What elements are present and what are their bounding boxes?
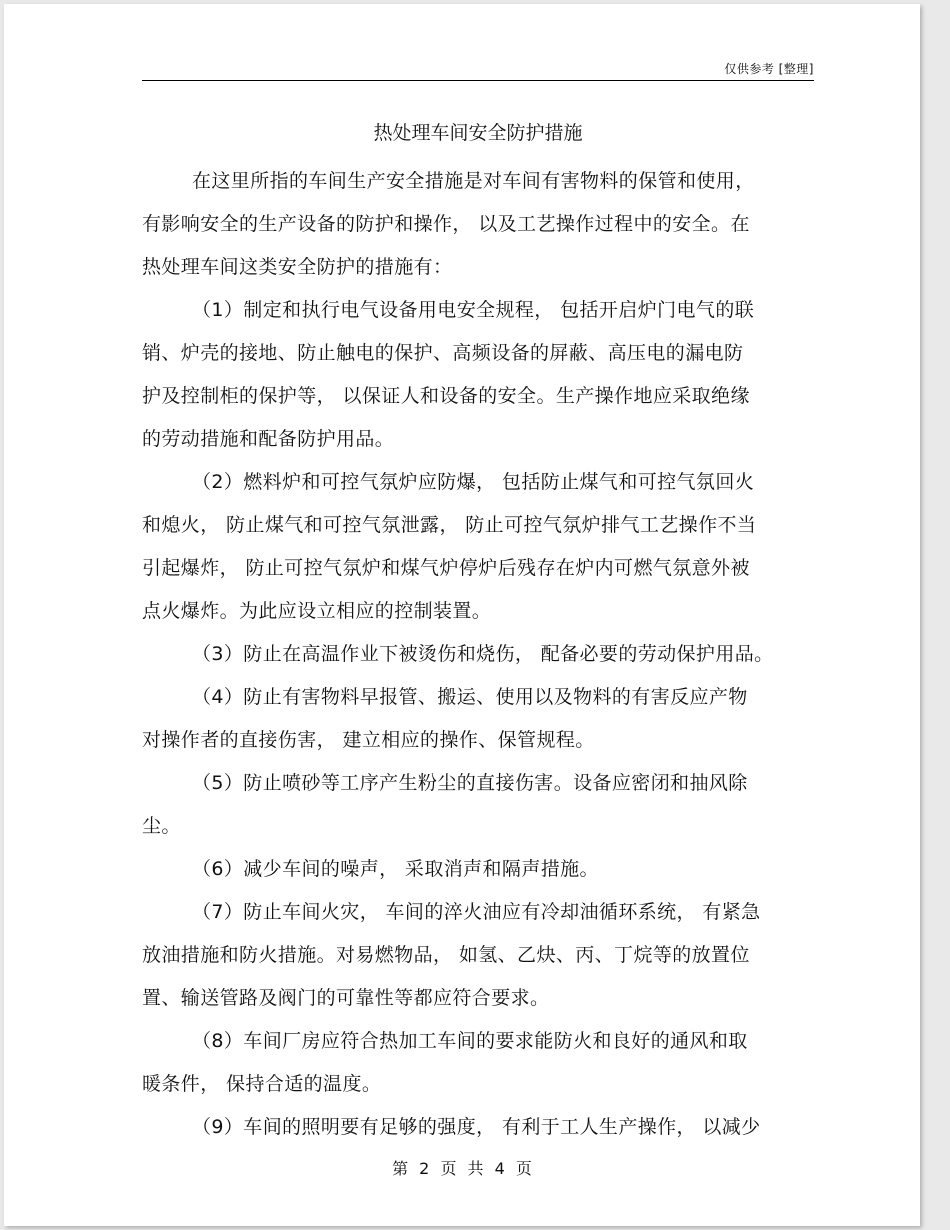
document-page [4,4,920,1226]
body-line: （3）防止在高温作业下被烫伤和烧伤， 配备必要的劳动保护用品。 [192,643,774,665]
body-line: （8）车间厂房应符合热加工车间的要求能防火和良好的通风和取 [192,1030,748,1052]
body-line: 放油措施和防火措施。对易燃物品， 如氢、乙炔、丙、丁烷等的放置位 [142,944,750,966]
body-line: 和熄火， 防止煤气和可控气氛泄露， 防止可控气氛炉排气工艺操作不当 [142,514,757,536]
body-line: 引起爆炸， 防止可控气氛炉和煤气炉停炉后残存在炉内可燃气氛意外被 [142,557,750,579]
body-line: （4）防止有害物料早报管、搬运、使用以及物料的有害反应产物 [192,686,748,708]
body-line: 有影响安全的生产设备的防护和操作， 以及工艺操作过程中的安全。在 [142,213,750,235]
body-line: （6）减少车间的噪声， 采取消声和隔声措施。 [192,858,599,880]
body-line: 暖条件， 保持合适的温度。 [142,1073,382,1095]
body-line: 置、输送管路及阀门的可靠性等都应符合要求。 [142,987,550,1009]
body-line: （1）制定和执行电气设备用电安全规程， 包括开启炉门电气的联 [192,299,755,321]
document-title: 热处理车间安全防护措施 [373,122,583,144]
body-line: 的劳动措施和配备防护用品。 [142,428,395,450]
header-label: 仅供参考 [整理] [724,62,814,76]
body-line: 销、炉壳的接地、防止触电的保护、高频设备的屏蔽、高压电的漏电防 [142,342,744,364]
body-line: 对操作者的直接伤害， 建立相应的操作、保管规程。 [142,729,595,751]
body-line: （5）防止喷砂等工序产生粉尘的直接伤害。设备应密闭和抽风除 [192,772,748,794]
page-header [142,56,814,81]
body-line: 在这里所指的车间生产安全措施是对车间有害物料的保管和使用， [192,170,755,192]
body-line: （9）车间的照明要有足够的强度， 有利于工人生产操作， 以减少 [192,1116,761,1138]
body-line: （2）燃料炉和可控气氛炉应防爆， 包括防止煤气和可控气氛回火 [192,471,755,493]
body-line: 点火爆炸。为此应设立相应的控制装置。 [142,600,492,622]
body-line: 护及控制柜的保护等， 以保证人和设备的安全。生产操作地应采取绝缘 [142,385,750,407]
page-footer: 第 2 页 共 4 页 [392,1159,532,1178]
body-line: （7）防止车间火灾， 车间的淬火油应有冷却油循环系统， 有紧急 [192,901,761,923]
body-line: 热处理车间这类安全防护的措施有： [142,256,453,278]
body-line: 尘。 [142,815,181,837]
